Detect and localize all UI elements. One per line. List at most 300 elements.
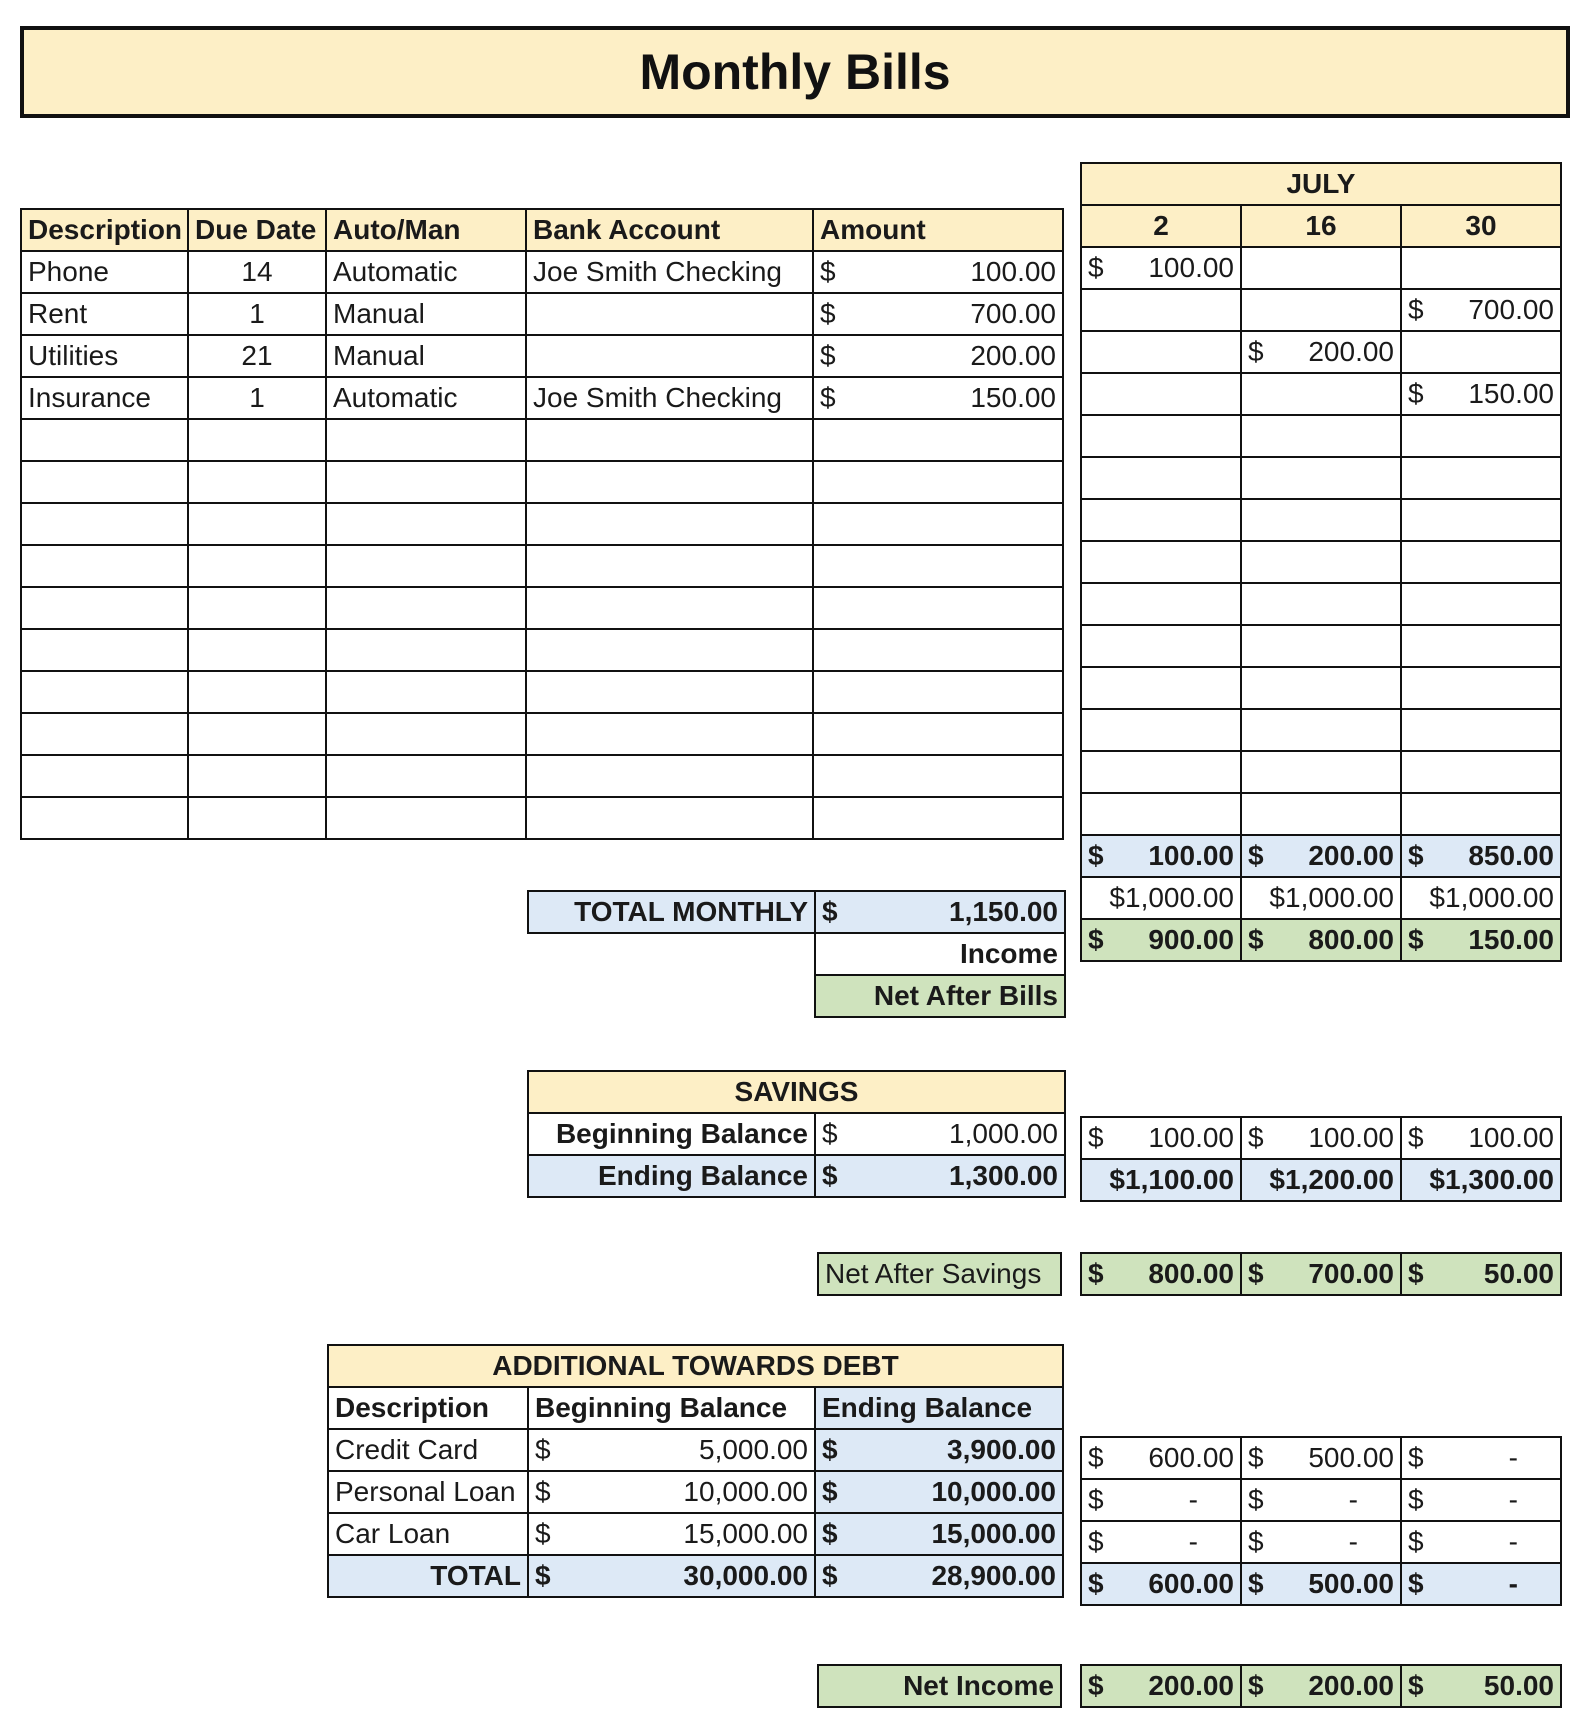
savings-header-row (528, 1071, 1065, 1113)
bill-row-empty (21, 587, 1063, 629)
month-header: JULY (1081, 163, 1561, 205)
debt-header-row (328, 1345, 1063, 1387)
empty-cell (1401, 457, 1561, 499)
amount-value: 100.00 (1148, 1122, 1234, 1153)
amount-value: 850.00 (1468, 840, 1554, 871)
savings-ending-label: Ending Balance (528, 1155, 815, 1197)
blank-cell (528, 975, 815, 1017)
amount-value: 50.00 (1483, 1670, 1554, 1701)
bill-schedule-row-empty (1081, 751, 1561, 793)
debt-description: Personal Loan (328, 1471, 528, 1513)
bill-auto-man: Automatic (326, 377, 526, 419)
currency-symbol: $ (1248, 1484, 1264, 1515)
amount-value: 600.00 (1148, 1442, 1234, 1473)
income-column: $1,000.00 (1401, 877, 1561, 919)
empty-cell (1401, 625, 1561, 667)
page-title-bar (20, 26, 1570, 118)
empty-cell (1081, 415, 1241, 457)
savings-column (1081, 1117, 1241, 1159)
currency-symbol: $ (535, 1518, 551, 1549)
scheduled-amount (1401, 373, 1561, 415)
bill-due-date: 1 (188, 377, 326, 419)
amount-value: 200.00 (1148, 1670, 1234, 1701)
net-income-column (1241, 1665, 1401, 1707)
empty-cell (21, 755, 188, 797)
amount-value: 150.00 (1468, 924, 1554, 955)
empty-cell (326, 587, 526, 629)
debt-row (328, 1471, 1063, 1513)
amount-value: 28,900.00 (931, 1560, 1057, 1591)
debt-total-columns-row (1081, 1563, 1561, 1605)
empty-cell (326, 545, 526, 587)
amount-value: 10,000.00 (683, 1476, 808, 1507)
empty-cell (813, 503, 1063, 545)
pay-date-header: 16 (1241, 205, 1401, 247)
empty-cell (813, 671, 1063, 713)
empty-cell (526, 419, 813, 461)
currency-symbol: $ (822, 1518, 838, 1549)
savings-ending-column: $1,300.00 (1401, 1159, 1561, 1201)
savings-beginning-amount (815, 1113, 1065, 1155)
empty-cell (326, 461, 526, 503)
debt-header: ADDITIONAL TOWARDS DEBT (328, 1345, 1063, 1387)
savings-column (1401, 1117, 1561, 1159)
currency-symbol: $ (1408, 378, 1424, 409)
empty-cell (526, 713, 813, 755)
bills-header-0: Description (21, 209, 188, 251)
bill-row-empty (21, 797, 1063, 839)
bill-bank-account (526, 293, 813, 335)
empty-cell (813, 419, 1063, 461)
net-after-bills-column (1401, 919, 1561, 961)
amount-value: 200.00 (1308, 840, 1394, 871)
scheduled-amount (1241, 247, 1401, 289)
beginning-balance-row (528, 1113, 1065, 1155)
total-monthly-row (528, 891, 1065, 933)
empty-cell (21, 587, 188, 629)
empty-cell (21, 461, 188, 503)
currency-symbol: $ (1088, 1484, 1104, 1515)
currency-symbol: $ (1408, 294, 1424, 325)
currency-symbol: $ (1248, 840, 1264, 871)
empty-cell (1081, 793, 1241, 835)
bill-row-empty (21, 503, 1063, 545)
currency-symbol: $ (1408, 840, 1424, 871)
empty-cell (21, 671, 188, 713)
empty-cell (188, 755, 326, 797)
currency-symbol: $ (1408, 1258, 1424, 1289)
scheduled-amount (1401, 247, 1561, 289)
scheduled-amount (1081, 331, 1241, 373)
currency-symbol: $ (822, 1160, 838, 1191)
empty-cell (326, 713, 526, 755)
debt-table (327, 1344, 1064, 1598)
empty-cell (21, 503, 188, 545)
amount-value: - (1348, 1484, 1358, 1515)
scheduled-amount (1401, 289, 1561, 331)
empty-cell (1081, 625, 1241, 667)
scheduled-amount (1241, 289, 1401, 331)
debt-total-row (328, 1555, 1063, 1597)
empty-cell (1401, 793, 1561, 835)
amount-value: 100.00 (1468, 1122, 1554, 1153)
empty-cell (526, 797, 813, 839)
amount-value: 700.00 (1468, 294, 1554, 325)
currency-symbol: $ (820, 298, 836, 329)
currency-symbol: $ (1088, 1526, 1104, 1557)
income-column: $1,000.00 (1241, 877, 1401, 919)
amount-value: 3,900.00 (947, 1434, 1057, 1465)
debt-ending-balance (815, 1471, 1063, 1513)
bill-schedule-row-empty (1081, 541, 1561, 583)
empty-cell (188, 797, 326, 839)
savings-beginning-label: Beginning Balance (528, 1113, 815, 1155)
empty-cell (188, 545, 326, 587)
scheduled-amount (1401, 331, 1561, 373)
empty-cell (1401, 709, 1561, 751)
empty-cell (326, 503, 526, 545)
total-monthly-label: TOTAL MONTHLY (528, 891, 815, 933)
bill-schedule-row-empty (1081, 667, 1561, 709)
empty-cell (526, 503, 813, 545)
empty-cell (1401, 541, 1561, 583)
debt-column (1081, 1437, 1241, 1479)
bill-schedule-row-empty (1081, 793, 1561, 835)
empty-cell (1081, 541, 1241, 583)
empty-cell (1081, 583, 1241, 625)
empty-cell (21, 797, 188, 839)
savings-ending-column: $1,200.00 (1241, 1159, 1401, 1201)
savings-header: SAVINGS (528, 1071, 1065, 1113)
empty-cell (1401, 667, 1561, 709)
amount-value: 100.00 (1148, 252, 1234, 283)
currency-symbol: $ (1088, 252, 1104, 283)
empty-cell (326, 671, 526, 713)
empty-cell (1081, 709, 1241, 751)
amount-value: - (1188, 1484, 1198, 1515)
bill-row-empty (21, 545, 1063, 587)
empty-cell (1241, 541, 1401, 583)
amount-value: 500.00 (1308, 1442, 1394, 1473)
debt-col-ending: Ending Balance (815, 1387, 1063, 1429)
total-row (1081, 835, 1561, 877)
currency-symbol: $ (822, 1434, 838, 1465)
currency-symbol: $ (822, 1560, 838, 1591)
bill-row (21, 335, 1063, 377)
bill-description: Phone (21, 251, 188, 293)
net-after-savings-column (1081, 1253, 1241, 1295)
bill-amount (813, 293, 1063, 335)
debt-total-column (1401, 1563, 1561, 1605)
currency-symbol: $ (1408, 924, 1424, 955)
bills-header-4: Amount (813, 209, 1063, 251)
empty-cell (1241, 793, 1401, 835)
net-after-savings-columns (1080, 1252, 1562, 1296)
debt-total-column (1081, 1563, 1241, 1605)
debt-col-description: Description (328, 1387, 528, 1429)
debt-columns-row (1081, 1521, 1561, 1563)
bill-amount (813, 377, 1063, 419)
bill-schedule-row (1081, 373, 1561, 415)
debt-total-beginning (528, 1555, 815, 1597)
empty-cell (21, 713, 188, 755)
total-monthly-amount (815, 891, 1065, 933)
amount-value: 800.00 (1148, 1258, 1234, 1289)
currency-symbol: $ (535, 1434, 551, 1465)
debt-columns-table (1080, 1436, 1562, 1606)
amount-value: 600.00 (1148, 1568, 1234, 1599)
currency-symbol: $ (822, 896, 838, 927)
bill-row-empty (21, 755, 1063, 797)
amount-value: 50.00 (1483, 1258, 1554, 1289)
currency-symbol: $ (1408, 1670, 1424, 1701)
empty-cell (1241, 667, 1401, 709)
empty-cell (326, 797, 526, 839)
bill-schedule-row (1081, 247, 1561, 289)
currency-symbol: $ (1088, 1442, 1104, 1473)
empty-cell (813, 713, 1063, 755)
empty-cell (1241, 415, 1401, 457)
empty-cell (326, 755, 526, 797)
bill-row-empty (21, 671, 1063, 713)
empty-cell (188, 713, 326, 755)
amount-value: 100.00 (1308, 1122, 1394, 1153)
empty-cell (1241, 751, 1401, 793)
bill-schedule-row (1081, 331, 1561, 373)
empty-cell (21, 419, 188, 461)
debt-column (1241, 1521, 1401, 1563)
empty-cell (1401, 499, 1561, 541)
currency-symbol: $ (1248, 1568, 1264, 1599)
scheduled-amount (1081, 247, 1241, 289)
empty-cell (188, 587, 326, 629)
empty-cell (1401, 583, 1561, 625)
bill-due-date: 1 (188, 293, 326, 335)
empty-cell (813, 629, 1063, 671)
bill-bank-account (526, 335, 813, 377)
debt-column (1401, 1521, 1561, 1563)
currency-symbol: $ (1408, 1526, 1424, 1557)
savings-columns-table (1080, 1116, 1562, 1202)
empty-cell (1081, 667, 1241, 709)
blank-cell (528, 933, 815, 975)
bill-row (21, 293, 1063, 335)
debt-beginning-balance (528, 1429, 815, 1471)
empty-cell (526, 545, 813, 587)
scheduled-amount (1081, 289, 1241, 331)
empty-cell (21, 545, 188, 587)
bill-bank-account: Joe Smith Checking (526, 377, 813, 419)
currency-symbol: $ (1408, 1122, 1424, 1153)
net-after-savings-row (818, 1253, 1061, 1295)
empty-cell (1241, 625, 1401, 667)
currency-symbol: $ (1248, 1526, 1264, 1557)
currency-symbol: $ (1248, 336, 1264, 367)
debt-description: Credit Card (328, 1429, 528, 1471)
empty-cell (526, 461, 813, 503)
net-income-column (1401, 1665, 1561, 1707)
currency-symbol: $ (1088, 1670, 1104, 1701)
empty-cell (326, 419, 526, 461)
amount-value: - (1348, 1526, 1358, 1557)
bill-description: Utilities (21, 335, 188, 377)
debt-column (1401, 1437, 1561, 1479)
total-column (1401, 835, 1561, 877)
bill-description: Insurance (21, 377, 188, 419)
ending-balance-row (528, 1155, 1065, 1197)
bills-header-3: Bank Account (526, 209, 813, 251)
debt-row (328, 1513, 1063, 1555)
bill-due-date: 14 (188, 251, 326, 293)
amount-value: 5,000.00 (699, 1434, 808, 1465)
amount-value: 200.00 (970, 340, 1056, 371)
amount-value: 200.00 (1308, 1670, 1394, 1701)
savings-column (1241, 1117, 1401, 1159)
net-after-savings-column (1401, 1253, 1561, 1295)
net-income-column (1081, 1665, 1241, 1707)
debt-column (1081, 1521, 1241, 1563)
income-row (1081, 877, 1561, 919)
empty-cell (1081, 457, 1241, 499)
july-table (1080, 162, 1562, 962)
empty-cell (326, 629, 526, 671)
amount-value: 100.00 (970, 256, 1056, 287)
currency-symbol: $ (1088, 1258, 1104, 1289)
total-column (1081, 835, 1241, 877)
amount-value: 800.00 (1308, 924, 1394, 955)
debt-column-header-row (328, 1387, 1063, 1429)
empty-cell (188, 671, 326, 713)
bills-totals-table (527, 890, 1066, 1018)
amount-value: 150.00 (1468, 378, 1554, 409)
savings-ending-columns (1081, 1159, 1561, 1201)
amount-value: 900.00 (1148, 924, 1234, 955)
bills-header-2: Auto/Man (326, 209, 526, 251)
amount-value: 1,150.00 (949, 896, 1058, 927)
debt-ending-balance (815, 1513, 1063, 1555)
debt-column (1401, 1479, 1561, 1521)
bill-row-empty (21, 713, 1063, 755)
bill-row (21, 377, 1063, 419)
bill-schedule-row-empty (1081, 625, 1561, 667)
bill-schedule-row-empty (1081, 583, 1561, 625)
currency-symbol: $ (820, 256, 836, 287)
page-title: Monthly Bills (639, 44, 951, 100)
amount-value: 1,000.00 (949, 1118, 1059, 1149)
currency-symbol: $ (1248, 1670, 1264, 1701)
bill-row-empty (21, 629, 1063, 671)
empty-cell (813, 587, 1063, 629)
bill-amount (813, 251, 1063, 293)
empty-cell (813, 545, 1063, 587)
net-after-bills-column (1241, 919, 1401, 961)
currency-symbol: $ (1088, 1568, 1104, 1599)
currency-symbol: $ (822, 1476, 838, 1507)
debt-columns-row (1081, 1437, 1561, 1479)
bill-auto-man: Automatic (326, 251, 526, 293)
currency-symbol: $ (535, 1476, 551, 1507)
pay-date-header: 2 (1081, 205, 1241, 247)
amount-value: 30,000.00 (683, 1560, 808, 1591)
debt-description: Car Loan (328, 1513, 528, 1555)
scheduled-amount (1241, 331, 1401, 373)
empty-cell (813, 755, 1063, 797)
bill-row (21, 251, 1063, 293)
net-income-label: Net Income (818, 1665, 1061, 1707)
bill-schedule-row-empty (1081, 709, 1561, 751)
net-after-bills-row (1081, 919, 1561, 961)
amount-value: - (1508, 1484, 1518, 1515)
amount-value: - (1508, 1526, 1518, 1557)
income-label-row (528, 933, 1065, 975)
bill-schedule-row (1081, 289, 1561, 331)
net-income-columns (1080, 1664, 1562, 1708)
currency-symbol: $ (1088, 840, 1104, 871)
currency-symbol: $ (1248, 924, 1264, 955)
empty-cell (21, 629, 188, 671)
empty-cell (1401, 415, 1561, 457)
debt-row (328, 1429, 1063, 1471)
amount-value: - (1508, 1568, 1518, 1599)
amount-value: 700.00 (970, 298, 1056, 329)
debt-total-column (1241, 1563, 1401, 1605)
amount-value: 200.00 (1308, 336, 1394, 367)
empty-cell (188, 503, 326, 545)
debt-beginning-balance (528, 1513, 815, 1555)
net-after-savings-label: Net After Savings (818, 1253, 1061, 1295)
month-header-row (1081, 163, 1561, 205)
debt-beginning-balance (528, 1471, 815, 1513)
income-label: Income (815, 933, 1065, 975)
total-column (1241, 835, 1401, 877)
empty-cell (813, 461, 1063, 503)
savings-beginning-columns (1081, 1117, 1561, 1159)
empty-cell (526, 671, 813, 713)
empty-cell (188, 461, 326, 503)
currency-symbol: $ (1248, 1258, 1264, 1289)
amount-value: 15,000.00 (931, 1518, 1057, 1549)
net-after-bills-label-row (528, 975, 1065, 1017)
empty-cell (526, 629, 813, 671)
bill-auto-man: Manual (326, 335, 526, 377)
income-column: $1,000.00 (1081, 877, 1241, 919)
bills-header-1: Due Date (188, 209, 326, 251)
savings-ending-column: $1,100.00 (1081, 1159, 1241, 1201)
net-after-savings-table (817, 1252, 1062, 1296)
empty-cell (1081, 499, 1241, 541)
net-income-columns-row (1081, 1665, 1561, 1707)
empty-cell (813, 797, 1063, 839)
pay-date-header: 30 (1401, 205, 1561, 247)
bill-amount (813, 335, 1063, 377)
amount-value: 1,300.00 (949, 1160, 1059, 1191)
bill-due-date: 21 (188, 335, 326, 377)
bill-schedule-row-empty (1081, 499, 1561, 541)
debt-columns-row (1081, 1479, 1561, 1521)
debt-column (1081, 1479, 1241, 1521)
bill-schedule-row-empty (1081, 415, 1561, 457)
amount-value: 150.00 (970, 382, 1056, 413)
amount-value: 500.00 (1308, 1568, 1394, 1599)
empty-cell (188, 629, 326, 671)
currency-symbol: $ (1248, 1442, 1264, 1473)
amount-value: 700.00 (1308, 1258, 1394, 1289)
currency-symbol: $ (1408, 1484, 1424, 1515)
empty-cell (1081, 751, 1241, 793)
amount-value: 100.00 (1148, 840, 1234, 871)
currency-symbol: $ (1408, 1568, 1424, 1599)
debt-total-label: TOTAL (328, 1555, 528, 1597)
